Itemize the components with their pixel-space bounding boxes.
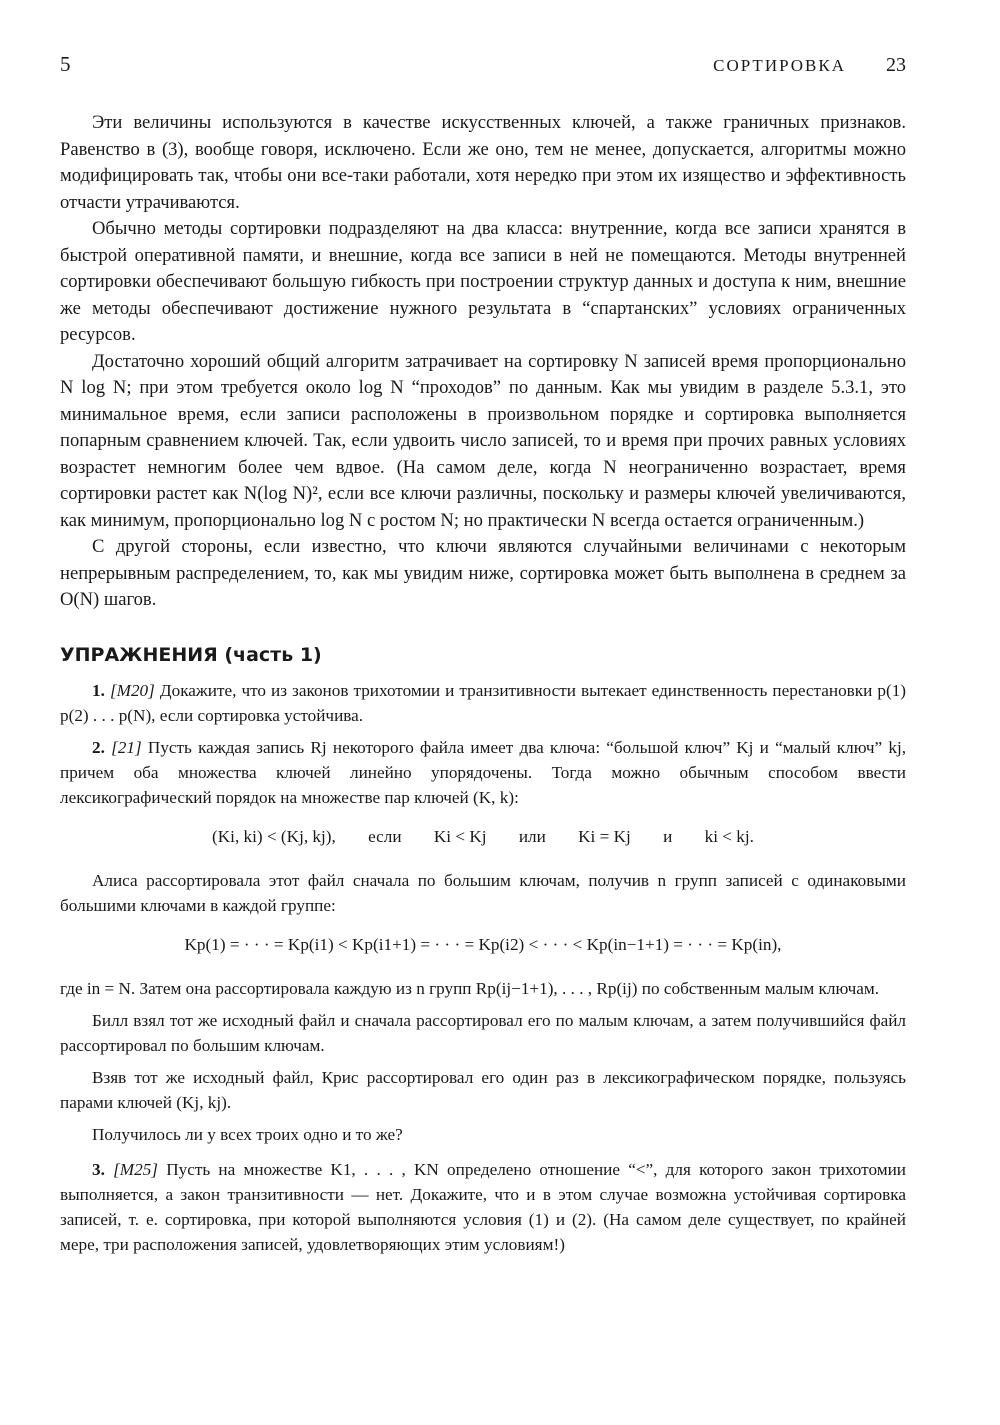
exercise-2	[60, 735, 906, 810]
formula-lexicographic	[60, 824, 906, 850]
exercise-2-rating: [21]	[111, 737, 142, 757]
page	[60, 52, 906, 1264]
exercise-2-number: 2.	[92, 737, 105, 757]
paragraph-3: Достаточно хороший общий алгоритм затрачивает на сортировку N записей время пропорционально N log N; при этом требуется около log N “проходов” по данным. Как мы увидим в разделе 5.3.1, это минимальное время, если записи расположены в произвольном порядке и сортировка выполняется попарным сравнением ключей. Так, если удвоить число записей, то и время при прочих равных условиях возрастет немногим более чем вдвое. (На самом деле, когда N неограниченно возрастает, время сортировки растет как N(log N)², если все ключи различны, поскольку и размеры ключей увеличиваются, как минимум, пропорционально log N с ростом N; но практически N всегда остается ограниченным.)	[60, 350, 906, 531]
formula-cond-2: Ki = Kj	[578, 826, 631, 846]
formula-if: если	[368, 826, 402, 846]
exercise-2-where: где in = N. Затем она рассортировала каждую из n групп Rp(ij−1+1), . . . , Rp(ij) по собственным малым ключам.	[60, 978, 880, 998]
chapter-number: 5	[60, 52, 71, 76]
paragraph-4: С другой стороны, если известно, что ключи являются случайными величинами с некоторым непрерывным распределением, то, как мы увидим ниже, сортировка может быть выполнена в среднем за O(N) шагов.	[60, 536, 906, 610]
exercise-1-text: Докажите, что из законов трихотомии и транзитивности вытекает единственность перестановки p(1) p(2) . . . p(N), если сортировка устойчива.	[60, 680, 907, 725]
exercise-2-alice: Алиса рассортировала этот файл сначала по большим ключам, получив n групп записей с одинаковыми большими ключами в каждой группе:	[60, 870, 906, 915]
exercise-3-number: 3.	[92, 1159, 105, 1179]
exercise-2-question: Получилось ли у всех троих одно и то же?	[92, 1124, 403, 1144]
paragraph-2: Обычно методы сортировки подразделяют на два класса: внутренние, когда все записи хранятся в быстрой оперативной памяти, и внешние, когда все записи в ней не помещаются. Методы внутренней сортировки обеспечивают большую гибкость при построении структур данных и доступа к ним, внешние же методы обеспечивают достижение нужного результата в “спартанских” условиях ограниченных ресурсов.	[60, 218, 906, 345]
formula-and: и	[663, 826, 673, 846]
exercise-2-text: Пусть каждая запись Rj некоторого файла имеет два ключа: “большой ключ” Kj и “малый ключ” kj, причем оба множества ключей линейно упорядочены. Тогда можно обычным способом ввести лексикографический порядок на множестве пар ключей (K, k):	[60, 737, 907, 807]
formula-left: (Ki, ki) < (Kj, kj),	[212, 826, 336, 846]
exercise-3-text: Пусть на множестве K1, . . . , KN определено отношение “<”, для которого закон трихотомии выполняется, а закон транзитивности — нет. Докажите, что и в этом случае возможна устойчивая сортировка записей, т. е. сортировка, при которой выполняются условия (1) и (2). (На самом деле существует, по крайней мере, три расположения записей, удовлетворяющих этим условиям!)	[60, 1159, 906, 1254]
exercise-2-chris: Взяв тот же исходный файл, Крис рассортировал его один раз в лексикографическом порядке, пользуясь парами ключей (Kj, kj).	[60, 1067, 906, 1112]
page-number: 23	[886, 54, 906, 76]
paragraph-1: Эти величины используются в качестве искусственных ключей, а также граничных признаков. Равенство в (3), вообще говоря, исключено. Если же оно, тем не менее, допускается, алгоритмы можно модифицировать так, чтобы они все-таки работали, хотя нередко при этом их изящество и эффективность отчасти утрачиваются.	[60, 112, 906, 213]
running-header	[60, 52, 906, 82]
exercise-2-bill: Билл взял тот же исходный файл и сначала рассортировал его по малым ключам, а затем получившийся файл рассортировал по большим ключам.	[60, 1010, 906, 1055]
exercise-1	[60, 678, 906, 728]
formula-or: или	[518, 826, 546, 846]
exercise-1-rating: [M20]	[109, 680, 155, 700]
exercise-1-number: 1.	[92, 680, 105, 700]
exercise-3-rating: [M25]	[113, 1159, 158, 1179]
section-title: УПРАЖНЕНИЯ (часть 1)	[60, 643, 322, 666]
formula-groups: Kp(1) = · · · = Kp(i1) < Kp(i1+1) = · · · = Kp(i2) < · · · < Kp(in−1+1) = · · · = Kp(in),	[184, 934, 782, 954]
formula-cond-3: ki < kj.	[704, 826, 754, 846]
chapter-title: СОРТИРОВКА	[713, 56, 846, 75]
exercise-3	[60, 1157, 906, 1257]
formula-cond-1: Ki < Kj	[433, 826, 487, 846]
